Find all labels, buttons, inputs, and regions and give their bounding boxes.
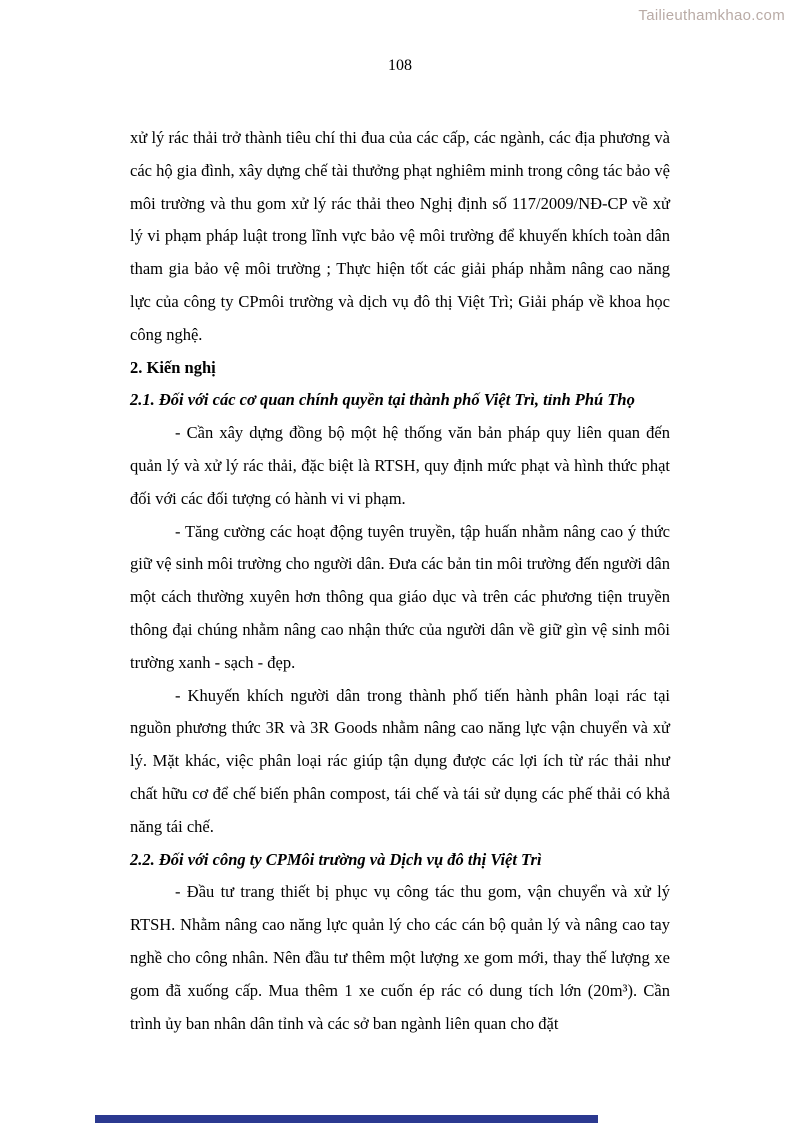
bullet-waste-sorting-3r: - Khuyến khích người dân trong thành phố tiến hành phân loại rác tại nguồn phương thức 3R và 3R Goods nhằm nâng cao năng lực vận chuyển và xử lý. Mặt khác, việc phân loại rác giúp tận dụng được các lợi ích từ rác thải như chất hữu cơ để chế biến phân compost, tái chế và tái sử dụng các phế thải có khả năng tái chế. <box>130 685 670 836</box>
paragraph-solutions-continued: xử lý rác thải trở thành tiêu chí thi đua của các cấp, các ngành, các địa phương và các hộ gia đình, xây dựng chế tài thưởng phạt nghiêm minh trong công tác bảo vệ môi trường và thu gom xử lý rác thải theo Nghị định số 117/2009/NĐ-CP về xử lý vi phạm pháp luật trong lĩnh vực bảo vệ môi trường để khuyến khích toàn dân tham gia bảo vệ môi trường ; Thực hiện tốt các giải pháp nhằm nâng cao năng lực của công ty CPmôi trường và dịch vụ đô thị Việt Trì; Giải pháp về khoa học công nghệ. <box>130 128 670 344</box>
page-body <box>130 122 670 1040</box>
page-number: 108 <box>388 57 412 74</box>
bullet-equipment-investment: - Đầu tư trang thiết bị phục vụ công tác thu gom, vận chuyển và xử lý RTSH. Nhằm nâng cao năng lực quản lý cho các cán bộ quản lý và nâng cao tay nghề cho công nhân. Nên đầu tư thêm một lượng xe gom mới, thay thế lượng xe gom đã xuống cấp. Mua thêm 1 xe cuốn ép rác có dung tích lớn (20m³). Cần trình ủy ban nhân dân tỉnh và các sở ban ngành liên quan cho đặt <box>130 882 670 1033</box>
heading-2-2-company: 2.2. Đối với công ty CPMôi trường và Dịch vụ đô thị Việt Trì <box>130 849 542 869</box>
heading-recommendations: 2. Kiến nghị <box>130 357 216 377</box>
watermark-text: Tailieuthamkhao.com <box>638 7 785 24</box>
bullet-propaganda-education: - Tăng cường các hoạt động tuyên truyền, tập huấn nhằm nâng cao ý thức giữ vệ sinh môi trường cho người dân. Đưa các bản tin môi trường đến người dân một cách thường xuyên hơn thông qua giáo dục và trên các phương tiện truyền thông đại chúng nhằm nâng cao nhận thức của người dân về giữ gìn vệ sinh môi trường xanh - sạch - đẹp. <box>130 521 670 672</box>
footer-accent-bar <box>95 1115 598 1123</box>
heading-2-1-local-government: 2.1. Đối với các cơ quan chính quyền tại thành phố Việt Trì, tỉnh Phú Thọ <box>130 390 635 410</box>
bullet-legal-framework: - Cần xây dựng đồng bộ một hệ thống văn bản pháp quy liên quan đến quản lý và xử lý rác thải, đặc biệt là RTSH, quy định mức phạt và hình thức phạt đối với các đối tượng có hành vi vi phạm. <box>130 423 670 508</box>
